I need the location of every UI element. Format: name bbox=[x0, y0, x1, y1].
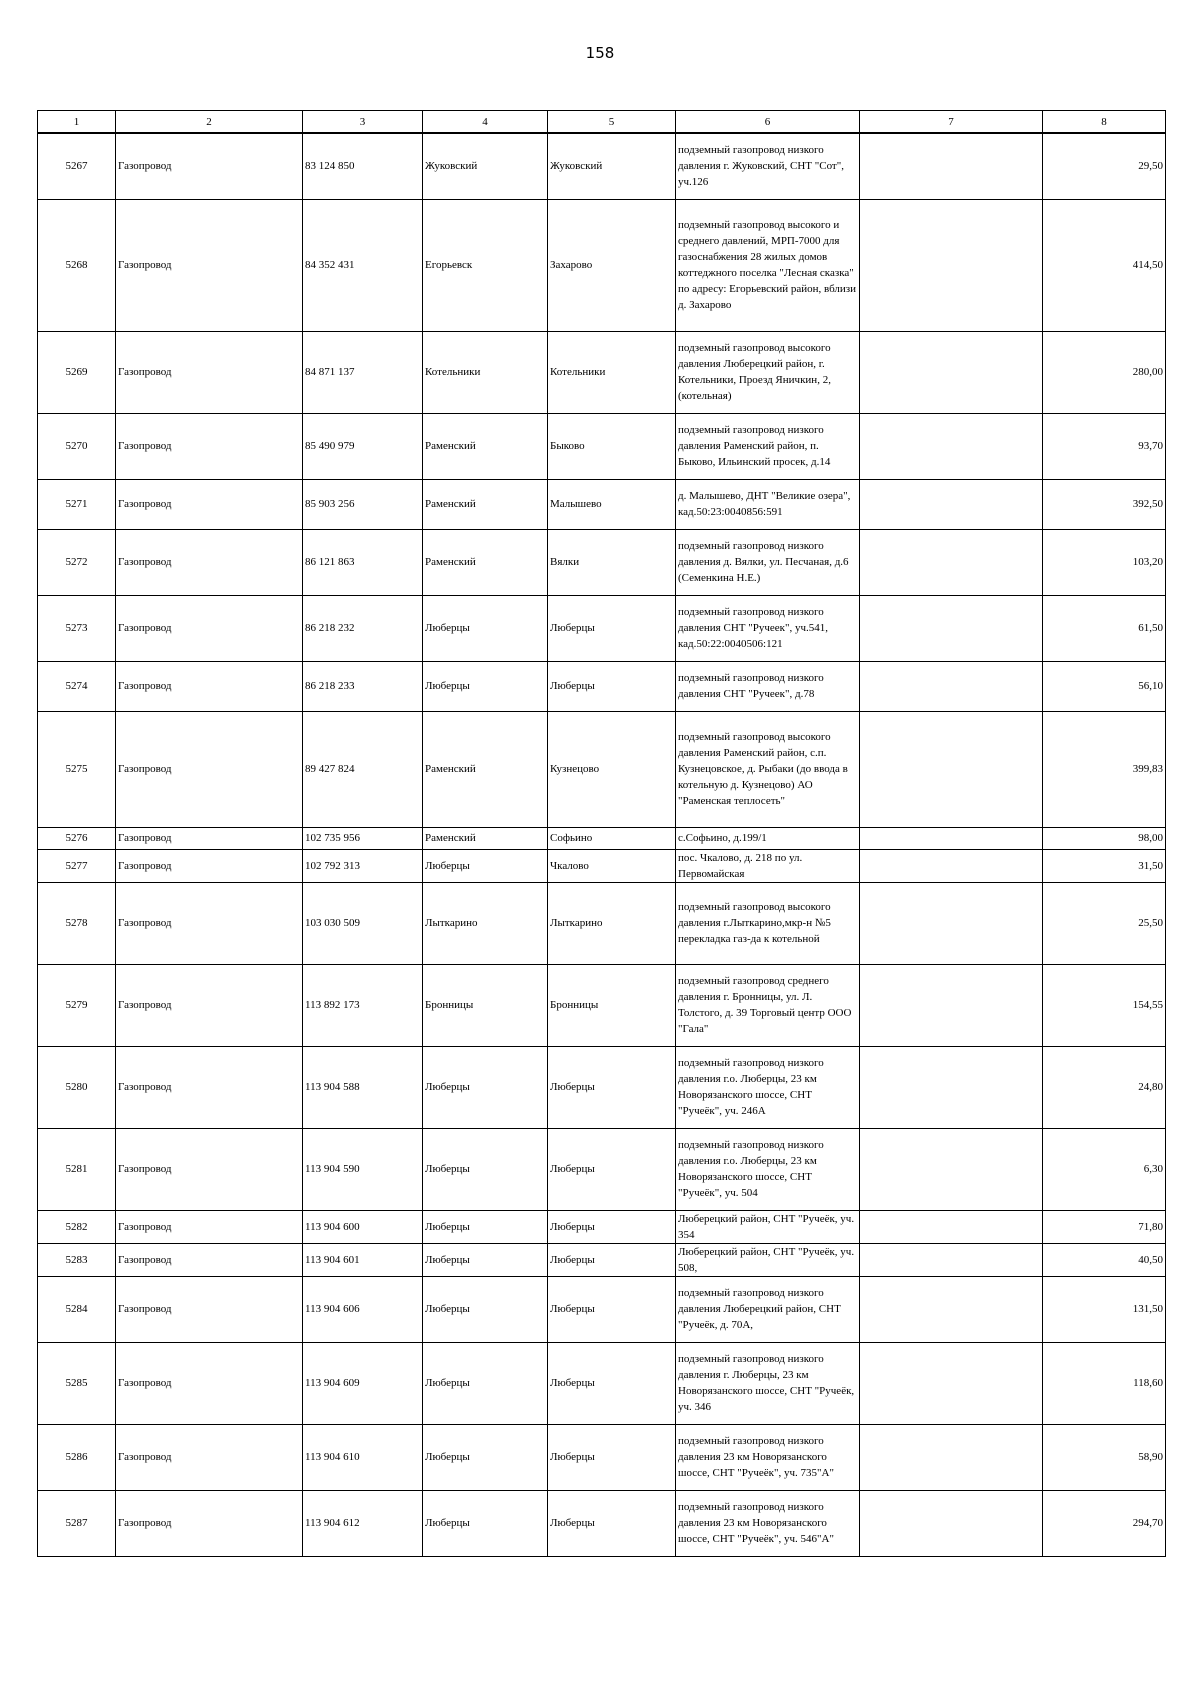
table-row bbox=[38, 849, 1166, 882]
table-row bbox=[38, 199, 1166, 331]
district: Люберцы bbox=[423, 849, 548, 882]
table-row bbox=[38, 413, 1166, 479]
description: подземный газопровод высокого давления г.Лыткарино,мкр-н №5 перекладка газ-да к котельной bbox=[676, 882, 860, 964]
row-number: 5276 bbox=[38, 827, 116, 849]
settlement: Лыткарино bbox=[548, 882, 676, 964]
object-type: Газопровод bbox=[116, 964, 303, 1046]
extra-cell bbox=[860, 199, 1043, 331]
description: подземный газопровод высокого давления Раменский район, с.п. Кузнецовское, д. Рыбаки (до ввода в котельную д. Кузнецово) АО "Раменская теплосеть" bbox=[676, 711, 860, 827]
description: подземный газопровод низкого давления СНТ "Ручеек", уч.541, кад.50:22:0040506:121 bbox=[676, 595, 860, 661]
description: подземный газопровод низкого давления СНТ "Ручеек", д.78 bbox=[676, 661, 860, 711]
object-type: Газопровод bbox=[116, 1276, 303, 1342]
length-value: 71,80 bbox=[1043, 1210, 1166, 1243]
header-row bbox=[38, 111, 1166, 134]
object-type: Газопровод bbox=[116, 1128, 303, 1210]
object-type: Газопровод bbox=[116, 199, 303, 331]
extra-cell bbox=[860, 1046, 1043, 1128]
extra-cell bbox=[860, 661, 1043, 711]
description: подземный газопровод низкого давления г.о. Люберцы, 23 км Новорязанского шоссе, СНТ "Ручеёк", уч. 504 bbox=[676, 1128, 860, 1210]
table-row bbox=[38, 882, 1166, 964]
inventory-number: 86 218 232 bbox=[303, 595, 423, 661]
length-value: 399,83 bbox=[1043, 711, 1166, 827]
length-value: 61,50 bbox=[1043, 595, 1166, 661]
description: подземный газопровод среднего давления г. Бронницы, ул. Л. Толстого, д. 39 Торговый центр ООО "Гала" bbox=[676, 964, 860, 1046]
district: Люберцы bbox=[423, 1342, 548, 1424]
length-value: 280,00 bbox=[1043, 331, 1166, 413]
column-header: 7 bbox=[860, 111, 1043, 134]
inventory-number: 89 427 824 bbox=[303, 711, 423, 827]
table-row bbox=[38, 479, 1166, 529]
inventory-number: 86 121 863 bbox=[303, 529, 423, 595]
settlement: Люберцы bbox=[548, 1128, 676, 1210]
extra-cell bbox=[860, 413, 1043, 479]
settlement: Люберцы bbox=[548, 661, 676, 711]
length-value: 392,50 bbox=[1043, 479, 1166, 529]
inventory-number: 113 904 610 bbox=[303, 1424, 423, 1490]
settlement: Люберцы bbox=[548, 1243, 676, 1276]
row-number: 5281 bbox=[38, 1128, 116, 1210]
settlement: Люберцы bbox=[548, 1046, 676, 1128]
table-row bbox=[38, 1210, 1166, 1243]
extra-cell bbox=[860, 479, 1043, 529]
table-row bbox=[38, 595, 1166, 661]
length-value: 98,00 bbox=[1043, 827, 1166, 849]
settlement: Бронницы bbox=[548, 964, 676, 1046]
length-value: 131,50 bbox=[1043, 1276, 1166, 1342]
length-value: 154,55 bbox=[1043, 964, 1166, 1046]
inventory-number: 85 903 256 bbox=[303, 479, 423, 529]
length-value: 58,90 bbox=[1043, 1424, 1166, 1490]
description: подземный газопровод низкого давления Люберецкий район, СНТ "Ручеёк, д. 70А, bbox=[676, 1276, 860, 1342]
extra-cell bbox=[860, 1424, 1043, 1490]
settlement: Чкалово bbox=[548, 849, 676, 882]
length-value: 31,50 bbox=[1043, 849, 1166, 882]
description: подземный газопровод высокого и среднего давлений, МРП-7000 для газоснабжения 28 жилых домов коттеджного поселка "Лесная сказка" по адресу: Егорьевский район, вблизи д. Захарово bbox=[676, 199, 860, 331]
column-header: 1 bbox=[38, 111, 116, 134]
description: подземный газопровод низкого давления г. Люберцы, 23 км Новорязанского шоссе, СНТ "Ручеёк, уч. 346 bbox=[676, 1342, 860, 1424]
description: подземный газопровод низкого давления Раменский район, п. Быково, Ильинский просек, д.14 bbox=[676, 413, 860, 479]
length-value: 29,50 bbox=[1043, 133, 1166, 199]
row-number: 5272 bbox=[38, 529, 116, 595]
district: Раменский bbox=[423, 413, 548, 479]
settlement: Люберцы bbox=[548, 1342, 676, 1424]
extra-cell bbox=[860, 827, 1043, 849]
inventory-number: 113 904 590 bbox=[303, 1128, 423, 1210]
object-type: Газопровод bbox=[116, 827, 303, 849]
length-value: 414,50 bbox=[1043, 199, 1166, 331]
row-number: 5269 bbox=[38, 331, 116, 413]
district: Раменский bbox=[423, 711, 548, 827]
description: д. Малышево, ДНТ "Великие озера", кад.50:23:0040856:591 bbox=[676, 479, 860, 529]
row-number: 5273 bbox=[38, 595, 116, 661]
district: Жуковский bbox=[423, 133, 548, 199]
object-type: Газопровод bbox=[116, 331, 303, 413]
object-type: Газопровод bbox=[116, 1342, 303, 1424]
extra-cell bbox=[860, 1342, 1043, 1424]
district: Люберцы bbox=[423, 595, 548, 661]
district: Бронницы bbox=[423, 964, 548, 1046]
length-value: 118,60 bbox=[1043, 1342, 1166, 1424]
settlement: Захарово bbox=[548, 199, 676, 331]
district: Люберцы bbox=[423, 1210, 548, 1243]
inventory-number: 113 904 588 bbox=[303, 1046, 423, 1128]
extra-cell bbox=[860, 882, 1043, 964]
length-value: 24,80 bbox=[1043, 1046, 1166, 1128]
district: Люберцы bbox=[423, 1046, 548, 1128]
row-number: 5275 bbox=[38, 711, 116, 827]
table-row bbox=[38, 827, 1166, 849]
district: Люберцы bbox=[423, 661, 548, 711]
description: подземный газопровод низкого давления 23 км Новорязанского шоссе, СНТ "Ручеёк", уч. 546"А" bbox=[676, 1490, 860, 1556]
extra-cell bbox=[860, 711, 1043, 827]
row-number: 5286 bbox=[38, 1424, 116, 1490]
settlement: Софьино bbox=[548, 827, 676, 849]
object-type: Газопровод bbox=[116, 711, 303, 827]
object-type: Газопровод bbox=[116, 1210, 303, 1243]
settlement: Люберцы bbox=[548, 595, 676, 661]
settlement: Люберцы bbox=[548, 1210, 676, 1243]
extra-cell bbox=[860, 1210, 1043, 1243]
object-type: Газопровод bbox=[116, 595, 303, 661]
row-number: 5283 bbox=[38, 1243, 116, 1276]
row-number: 5287 bbox=[38, 1490, 116, 1556]
description: Люберецкий район, СНТ "Ручеёк, уч. 508, bbox=[676, 1243, 860, 1276]
length-value: 6,30 bbox=[1043, 1128, 1166, 1210]
district: Люберцы bbox=[423, 1424, 548, 1490]
row-number: 5271 bbox=[38, 479, 116, 529]
inventory-number: 103 030 509 bbox=[303, 882, 423, 964]
row-number: 5280 bbox=[38, 1046, 116, 1128]
row-number: 5285 bbox=[38, 1342, 116, 1424]
settlement: Быково bbox=[548, 413, 676, 479]
column-header: 4 bbox=[423, 111, 548, 134]
row-number: 5267 bbox=[38, 133, 116, 199]
table-row bbox=[38, 331, 1166, 413]
description: пос. Чкалово, д. 218 по ул. Первомайская bbox=[676, 849, 860, 882]
table-row bbox=[38, 661, 1166, 711]
column-header: 3 bbox=[303, 111, 423, 134]
extra-cell bbox=[860, 1128, 1043, 1210]
district: Раменский bbox=[423, 479, 548, 529]
extra-cell bbox=[860, 1490, 1043, 1556]
extra-cell bbox=[860, 331, 1043, 413]
extra-cell bbox=[860, 1276, 1043, 1342]
inventory-number: 113 904 600 bbox=[303, 1210, 423, 1243]
row-number: 5279 bbox=[38, 964, 116, 1046]
registry-table bbox=[37, 110, 1166, 1557]
table-row bbox=[38, 133, 1166, 199]
object-type: Газопровод bbox=[116, 413, 303, 479]
object-type: Газопровод bbox=[116, 849, 303, 882]
settlement: Люберцы bbox=[548, 1276, 676, 1342]
object-type: Газопровод bbox=[116, 133, 303, 199]
inventory-number: 84 352 431 bbox=[303, 199, 423, 331]
length-value: 25,50 bbox=[1043, 882, 1166, 964]
description: подземный газопровод высокого давления Люберецкий район, г. Котельники, Проезд Яничкин, 2,(котельная) bbox=[676, 331, 860, 413]
row-number: 5268 bbox=[38, 199, 116, 331]
settlement: Кузнецово bbox=[548, 711, 676, 827]
district: Люберцы bbox=[423, 1243, 548, 1276]
table-row bbox=[38, 529, 1166, 595]
row-number: 5284 bbox=[38, 1276, 116, 1342]
inventory-number: 113 904 612 bbox=[303, 1490, 423, 1556]
description: подземный газопровод низкого давления д. Вялки, ул. Песчаная, д.6 (Семенкина Н.Е.) bbox=[676, 529, 860, 595]
column-header: 2 bbox=[116, 111, 303, 134]
table-row bbox=[38, 1128, 1166, 1210]
description: подземный газопровод низкого давления г.о. Люберцы, 23 км Новорязанского шоссе, СНТ "Ручеёк", уч. 246А bbox=[676, 1046, 860, 1128]
settlement: Малышево bbox=[548, 479, 676, 529]
district: Егорьевск bbox=[423, 199, 548, 331]
object-type: Газопровод bbox=[116, 479, 303, 529]
inventory-number: 83 124 850 bbox=[303, 133, 423, 199]
row-number: 5282 bbox=[38, 1210, 116, 1243]
settlement: Люберцы bbox=[548, 1424, 676, 1490]
table-row bbox=[38, 1490, 1166, 1556]
district: Раменский bbox=[423, 529, 548, 595]
length-value: 294,70 bbox=[1043, 1490, 1166, 1556]
table-row bbox=[38, 964, 1166, 1046]
row-number: 5270 bbox=[38, 413, 116, 479]
object-type: Газопровод bbox=[116, 1243, 303, 1276]
district: Раменский bbox=[423, 827, 548, 849]
inventory-number: 102 735 956 bbox=[303, 827, 423, 849]
inventory-number: 86 218 233 bbox=[303, 661, 423, 711]
district: Люберцы bbox=[423, 1490, 548, 1556]
table-row bbox=[38, 711, 1166, 827]
column-header: 6 bbox=[676, 111, 860, 134]
inventory-number: 113 904 609 bbox=[303, 1342, 423, 1424]
settlement: Вялки bbox=[548, 529, 676, 595]
table-row bbox=[38, 1342, 1166, 1424]
extra-cell bbox=[860, 964, 1043, 1046]
column-header: 8 bbox=[1043, 111, 1166, 134]
description: подземный газопровод низкого давления 23 км Новорязанского шоссе, СНТ "Ручеёк", уч. 735"А" bbox=[676, 1424, 860, 1490]
district: Люберцы bbox=[423, 1276, 548, 1342]
object-type: Газопровод bbox=[116, 1490, 303, 1556]
inventory-number: 84 871 137 bbox=[303, 331, 423, 413]
extra-cell bbox=[860, 1243, 1043, 1276]
table-row bbox=[38, 1424, 1166, 1490]
object-type: Газопровод bbox=[116, 1046, 303, 1128]
extra-cell bbox=[860, 849, 1043, 882]
inventory-number: 102 792 313 bbox=[303, 849, 423, 882]
description: подземный газопровод низкого давления г. Жуковский, СНТ "Сот", уч.126 bbox=[676, 133, 860, 199]
object-type: Газопровод bbox=[116, 882, 303, 964]
inventory-number: 113 904 601 bbox=[303, 1243, 423, 1276]
object-type: Газопровод bbox=[116, 1424, 303, 1490]
settlement: Жуковский bbox=[548, 133, 676, 199]
description: с.Софьино, д.199/1 bbox=[676, 827, 860, 849]
length-value: 56,10 bbox=[1043, 661, 1166, 711]
district: Лыткарино bbox=[423, 882, 548, 964]
inventory-number: 85 490 979 bbox=[303, 413, 423, 479]
row-number: 5277 bbox=[38, 849, 116, 882]
length-value: 93,70 bbox=[1043, 413, 1166, 479]
description: Люберецкий район, СНТ "Ручеёк, уч. 354 bbox=[676, 1210, 860, 1243]
settlement: Люберцы bbox=[548, 1490, 676, 1556]
length-value: 40,50 bbox=[1043, 1243, 1166, 1276]
table-row bbox=[38, 1046, 1166, 1128]
inventory-number: 113 892 173 bbox=[303, 964, 423, 1046]
row-number: 5274 bbox=[38, 661, 116, 711]
object-type: Газопровод bbox=[116, 529, 303, 595]
extra-cell bbox=[860, 595, 1043, 661]
table-row bbox=[38, 1243, 1166, 1276]
column-header: 5 bbox=[548, 111, 676, 134]
row-number: 5278 bbox=[38, 882, 116, 964]
district: Люберцы bbox=[423, 1128, 548, 1210]
extra-cell bbox=[860, 529, 1043, 595]
extra-cell bbox=[860, 133, 1043, 199]
district: Котельники bbox=[423, 331, 548, 413]
inventory-number: 113 904 606 bbox=[303, 1276, 423, 1342]
table-row bbox=[38, 1276, 1166, 1342]
page-number: 158 bbox=[585, 44, 615, 62]
length-value: 103,20 bbox=[1043, 529, 1166, 595]
object-type: Газопровод bbox=[116, 661, 303, 711]
settlement: Котельники bbox=[548, 331, 676, 413]
